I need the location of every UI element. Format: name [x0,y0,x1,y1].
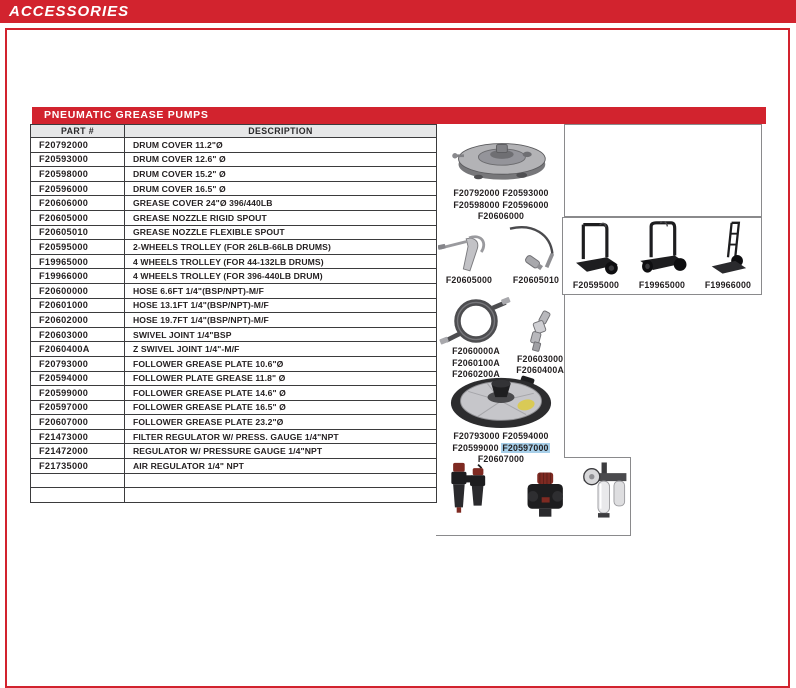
part-number-cell: F20596000 [31,181,125,196]
part-number-cell: F20602000 [31,313,125,328]
part-number-cell: F20601000 [31,298,125,313]
description-cell: 4 WHEELS TROLLEY (FOR 396-440LB DRUM) [125,269,437,284]
table-row [31,459,437,474]
part-number-cell: F20607000 [31,415,125,430]
table-row [31,240,437,255]
description-cell: FOLLOWER GREASE PLATE 23.2"Ø [125,415,437,430]
table-row [31,473,437,488]
part-label: F20599000 [452,442,499,453]
table-row [31,386,437,401]
table-row [31,283,437,298]
part-number-cell: F20595000 [31,240,125,255]
drum-cover-figure [438,130,564,223]
part-number-cell: F20605000 [31,210,125,225]
part-label: F20598000 F20596000 [453,199,549,210]
description-cell: DRUM COVER 16.5" Ø [125,181,437,196]
table-row [31,181,437,196]
part-label: F20605000 [445,275,493,285]
follower-plate-figure [438,374,564,466]
table-row [31,488,437,503]
nozzles-figure [438,221,564,287]
description-cell: REGULATOR W/ PRESSURE GAUGE 1/4"NPT [125,444,437,459]
description-cell: GREASE NOZZLE RIGID SPOUT [125,210,437,225]
part-number-cell: F20606000 [31,196,125,211]
part-number-cell [31,488,125,503]
table-row [31,138,437,153]
trolley-2wheel-figure [563,218,629,294]
swivel-joint-figure [516,310,564,381]
drum-cover-image [449,130,553,186]
part-number-cell: F20597000 [31,400,125,415]
part-number-cell: F2060400A [31,342,125,357]
description-cell: DRUM COVER 12.6" Ø [125,152,437,167]
table-row [31,327,437,342]
description-cell: FILTER REGULATOR W/ PRESS. GAUGE 1/4"NPT [125,429,437,444]
description-cell: FOLLOWER GREASE PLATE 10.6"Ø [125,356,437,371]
table-row [31,429,437,444]
table-row [31,152,437,167]
table-row [31,225,437,240]
table-header-row [31,125,437,138]
part-label [438,443,564,455]
table-row [31,371,437,386]
rigid-nozzle-figure [438,229,500,287]
trolley-4wheel-figure [629,218,695,294]
hose-swivel-figure [438,296,564,381]
air-regulator-image [582,460,630,536]
part-number-cell: F20792000 [31,138,125,153]
part-number-cell: F20598000 [31,167,125,182]
table-row [31,415,437,430]
part-number-cell: F20599000 [31,386,125,401]
description-cell: 4 WHEELS TROLLEY (FOR 44-132LB DRUMS) [125,254,437,269]
parts-table [30,124,437,503]
follower-plate-image [449,374,553,430]
part-number-cell [31,473,125,488]
part-number-cell: F21473000 [31,429,125,444]
table-row [31,313,437,328]
swivel-joint-image [525,310,555,354]
description-cell: FOLLOWER GREASE PLATE 14.6" Ø [125,386,437,401]
hose-image [438,296,514,346]
table-row [31,210,437,225]
table-row [31,167,437,182]
part-number-cell: F20605010 [31,225,125,240]
description-cell: FOLLOWER PLATE GREASE 11.8" Ø [125,371,437,386]
rigid-nozzle-image [438,229,500,275]
trolley-4wheel-image [634,221,690,279]
filter-regulator-image [446,458,498,530]
trolley-2wheel-image [568,221,624,279]
description-cell: HOSE 19.7FT 1/4"(BSP/NPT)-M/F [125,313,437,328]
table-row [31,444,437,459]
part-label: F20603000 [516,353,564,364]
part-label: F20792000 F20593000 [453,188,549,198]
description-cell: GREASE NOZZLE FLEXIBLE SPOUT [125,225,437,240]
part-number-cell: F21472000 [31,444,125,459]
divider-line [564,295,565,457]
trolley-drum-image [703,221,753,279]
part-label: F20793000 F20594000 [453,431,549,441]
part-label: F20605010 [512,275,560,285]
trolley-drum-figure [695,218,761,294]
description-cell: AIR REGULATOR 1/4" NPT [125,459,437,474]
divider-line [630,457,631,536]
page-header-band [0,0,796,23]
part-number-cell: F20593000 [31,152,125,167]
part-label: F2060400A [516,365,564,375]
part-number-cell: F20594000 [31,371,125,386]
table-row [31,400,437,415]
flexible-spout-figure [508,221,564,287]
part-label: F19966000 [704,279,752,290]
column-header-description: DESCRIPTION [125,125,437,138]
section-title: PNEUMATIC GREASE PUMPS [44,109,209,121]
regulators-figure [444,458,630,536]
description-cell: HOSE 6.6FT 1/4"(BSP/NPT)-M/F [125,283,437,298]
part-number-cell: F20793000 [31,356,125,371]
part-number-cell: F21735000 [31,459,125,474]
part-label: F20595000 [572,279,620,290]
description-cell: DRUM COVER 15.2" Ø [125,167,437,182]
description-cell [125,488,437,503]
description-cell: Z SWIVEL JOINT 1/4"-M/F [125,342,437,357]
description-cell: HOSE 13.1FT 1/4"(BSP/NPT)-M/F [125,298,437,313]
description-cell: FOLLOWER GREASE PLATE 16.5" Ø [125,400,437,415]
part-number-cell: F20600000 [31,283,125,298]
section-title-bar [32,107,766,124]
part-label: F20607000 [477,454,525,464]
table-row [31,356,437,371]
part-number-cell: F19966000 [31,269,125,284]
description-cell: 2-WHEELS TROLLEY (FOR 26LB-66LB DRUMS) [125,240,437,255]
parts-table-body [31,138,437,503]
table-row [31,342,437,357]
hose-figure [438,296,514,381]
flexible-spout-image [508,221,564,275]
part-label: F2060000A [452,346,500,356]
part-number-cell: F19965000 [31,254,125,269]
table-row [31,269,437,284]
part-label: F2060100A [452,357,500,368]
table-row [31,196,437,211]
part-number-cell: F20603000 [31,327,125,342]
empty-panel [564,124,762,217]
table-row [31,298,437,313]
part-label: F19965000 [638,279,686,290]
column-header-part: PART # [31,125,125,138]
description-cell: GREASE COVER 24"Ø 396/440LB [125,196,437,211]
part-label-highlighted: F20597000 [502,442,549,453]
description-cell: DRUM COVER 11.2"Ø [125,138,437,153]
page-title: ACCESSORIES [9,3,130,20]
pressure-regulator-image [524,468,566,530]
part-label: F2060200A [452,369,500,379]
trolleys-panel [562,217,762,295]
description-cell: SWIVEL JOINT 1/4"BSP [125,327,437,342]
table-row [31,254,437,269]
description-cell [125,473,437,488]
part-label: F20606000 [477,211,525,221]
